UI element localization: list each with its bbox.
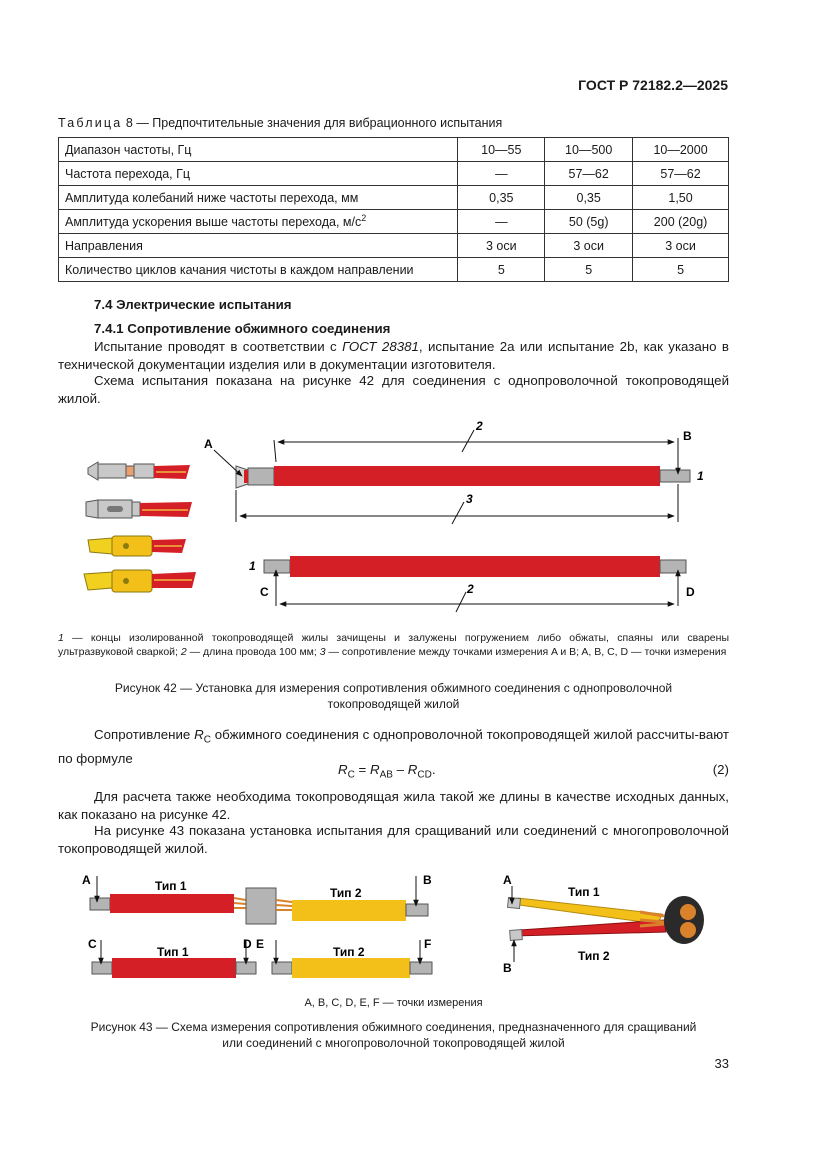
operator: – (392, 762, 408, 777)
reference-wires (92, 958, 432, 978)
table-caption-text: 8 — Предпочтительные значения для вибрационного испытания (125, 116, 503, 130)
table-cell: Диапазон частоты, Гц (59, 138, 458, 162)
section-heading-7-4-1: 7.4.1 Сопротивление обжимного соединения (94, 321, 391, 336)
caption-line: Рисунок 43 — Схема измерения сопротивления обжимного соединения, предназначенного для сращиваний (90, 1020, 697, 1034)
paragraph-test-method (58, 338, 729, 374)
connector-sample-1 (88, 462, 190, 480)
note-label-1-lower: 1 (249, 559, 256, 573)
point-label-f: F (424, 937, 432, 951)
table-cell: 5 (458, 258, 545, 282)
point-label-e: E (256, 937, 265, 951)
vibration-table (58, 137, 729, 282)
legend-num: 2 (180, 646, 187, 658)
table-cell: 5 (545, 258, 633, 282)
table-cell (59, 210, 458, 234)
legend-text: — длина провода 100 мм; (186, 646, 320, 658)
table-cell: Частота перехода, Гц (59, 162, 458, 186)
table-cell: 57—62 (633, 162, 729, 186)
connector-sample-2 (86, 500, 192, 518)
note-label-1-upper: 1 (697, 469, 704, 483)
symbol-r: R (338, 762, 348, 777)
caption-line: или соединений с многопроволочной токопроводящей жилой (222, 1036, 565, 1050)
table-cell: 57—62 (545, 162, 633, 186)
point-label-a: A (204, 437, 213, 451)
type2-label-bottom: Тип 2 (333, 945, 365, 959)
caption-line: токопроводящей жилой (327, 697, 460, 711)
table-row (59, 210, 729, 234)
table-cell: 10—55 (458, 138, 545, 162)
operator: . (431, 762, 436, 777)
photo-type1-label: Тип 1 (568, 885, 600, 899)
paragraph-fig43-intro: На рисунке 43 показана установка испытания для сращиваний или соединений с многопроволочной токопроводящей жилой. (58, 823, 729, 856)
paragraph-scheme: Схема испытания показана на рисунке 42 для соединения с однопроволочной токопроводящей жилой. (58, 373, 729, 406)
figure-42-caption (58, 680, 729, 712)
accel-exponent: 2 (361, 213, 367, 224)
figure-43-points-note: A, B, C, D, E, F — точки измерения (304, 997, 483, 1009)
table-row (59, 234, 729, 258)
joined-wires-photo (508, 896, 704, 944)
table-cell: — (458, 162, 545, 186)
text-run: Испытание проводят в соответствии с (94, 339, 343, 354)
splice-assembly (90, 888, 428, 924)
point-label-b: B (683, 429, 692, 443)
paragraph-reference-wire: Для расчета также необходима токопроводящая жила такой же длины в качестве исходных данных, как показано на рисунке 42. (58, 789, 729, 822)
subscript: CD (417, 769, 432, 781)
section-heading-7-4: 7.4 Электрические испытания (94, 297, 292, 312)
subscript: C (203, 734, 211, 746)
subscript: AB (379, 769, 393, 781)
formula-2 (338, 762, 436, 781)
photo-point-a: A (503, 873, 512, 887)
table-cell: 10—500 (545, 138, 633, 162)
text-run: , испытание 2а или испытание 2b, как указано в технической документации изделия или в документации изготовителя. (58, 339, 729, 372)
symbol-r: R (407, 762, 418, 777)
table-cell: 1,50 (633, 186, 729, 210)
table-cell: 10—2000 (633, 138, 729, 162)
figure-42 (0, 410, 827, 630)
connector-sample-3 (88, 536, 186, 556)
point-label-d: D (243, 937, 252, 951)
point-label-c: C (260, 585, 269, 599)
table-cell: 0,35 (458, 186, 545, 210)
type1-label-bottom: Тип 1 (157, 945, 189, 959)
legend-num: 1 (58, 632, 64, 644)
legend-text: — концы изолированной токопроводящей жилы зачищены и залужены погружением либо обжаты, спаяны или сварены ультразвуковой сваркой; (58, 632, 729, 658)
page-number: 33 (714, 1056, 729, 1071)
legend-text: — сопротивление между точками измерения A и B; A, B, C, D — точки измерения (325, 646, 727, 658)
accel-label: Амплитуда ускорения выше частоты перехода, м/с (65, 215, 362, 230)
caption-line: Рисунок 42 — Установка для измерения сопротивления обжимного соединения с однопроволочной (114, 681, 673, 695)
type2-label-top: Тип 2 (330, 886, 362, 900)
table-cell: 3 оси (458, 234, 545, 258)
wire-assembly-upper (236, 466, 690, 488)
figure-43-caption (58, 1019, 729, 1051)
subscript: C (347, 769, 355, 781)
table-cell: Направления (59, 234, 458, 258)
point-label-a: A (82, 873, 91, 887)
figure-42-legend (58, 631, 729, 659)
table-row (59, 186, 729, 210)
table-row (59, 162, 729, 186)
point-label-b: B (423, 873, 432, 887)
document-header: ГОСТ Р 72182.2—2025 (578, 77, 728, 93)
dim-label-3: 3 (466, 492, 473, 506)
table-caption (58, 116, 502, 130)
operator: = (354, 762, 370, 777)
symbol-r: R (370, 762, 380, 777)
text-run: обжимного соединения с однопроволочной токопроводящей жилой рассчиты-вают по формуле (58, 727, 729, 766)
type1-label-top: Тип 1 (155, 879, 187, 893)
table-row (59, 138, 729, 162)
point-label-d: D (686, 585, 695, 599)
photo-point-b: B (503, 961, 512, 975)
table-cell: — (458, 210, 545, 234)
table-cell: Амплитуда колебаний ниже частоты перехода, мм (59, 186, 458, 210)
standard-ref: ГОСТ 28381 (342, 339, 419, 354)
table-row (59, 258, 729, 282)
table-caption-word: Таблица (58, 116, 123, 130)
text-run: Сопротивление (94, 727, 195, 742)
table-cell: Количество циклов качания чистоты в каждом направлении (59, 258, 458, 282)
dim-label-2-upper: 2 (476, 419, 483, 433)
table-cell: 50 (5g) (545, 210, 633, 234)
table-cell: 5 (633, 258, 729, 282)
table-cell: 200 (20g) (633, 210, 729, 234)
table-cell: 3 оси (545, 234, 633, 258)
symbol-r: R (194, 727, 204, 742)
table-cell: 0,35 (545, 186, 633, 210)
formula-number: (2) (712, 762, 729, 777)
point-label-c: C (88, 937, 97, 951)
photo-type2-label: Тип 2 (578, 949, 610, 963)
legend-num: 3 (319, 646, 326, 658)
wire-reference-lower (264, 556, 686, 577)
dim-label-2-lower: 2 (467, 582, 474, 596)
connector-sample-4 (84, 570, 196, 592)
table-cell: 3 оси (633, 234, 729, 258)
figure-43 (0, 864, 827, 994)
